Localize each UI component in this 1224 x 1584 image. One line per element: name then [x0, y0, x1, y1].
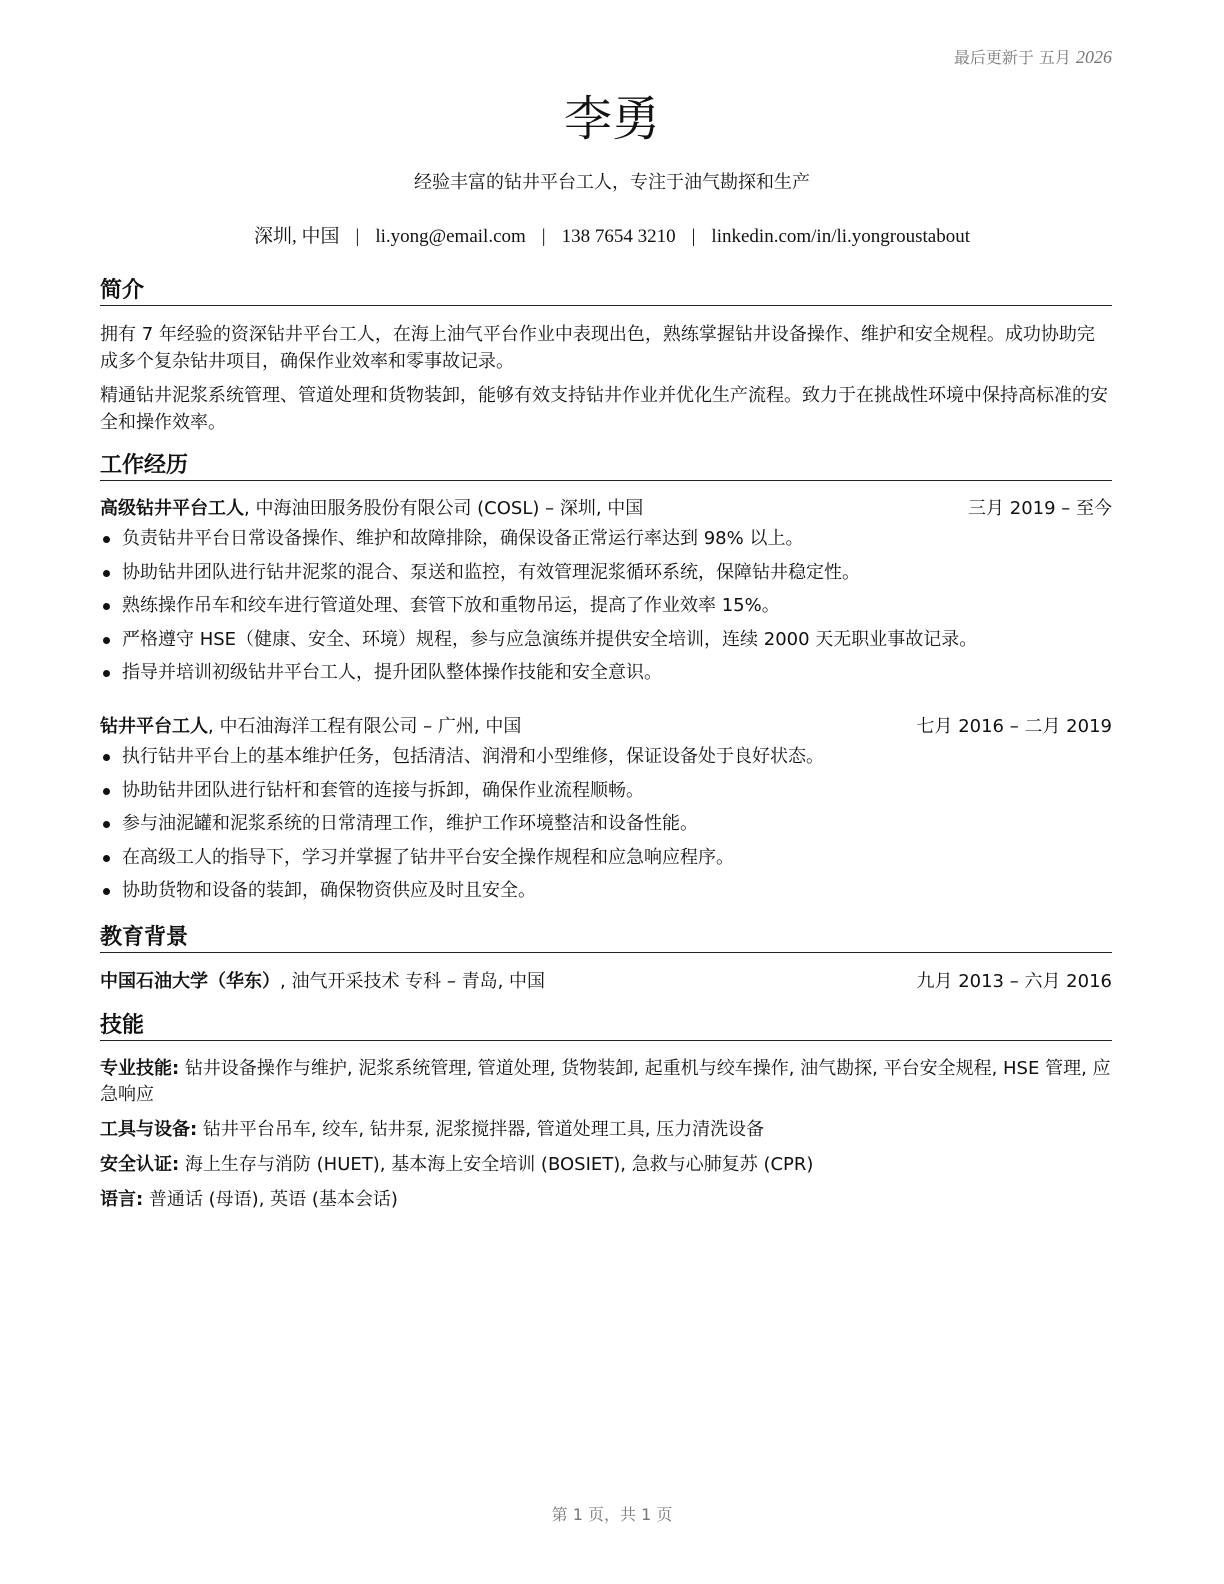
bullet-icon [103, 603, 110, 610]
job-company: , 中石油海洋工程有限公司 – 广州, 中国 [208, 716, 522, 737]
bullet-icon [103, 670, 110, 677]
bullet-text: 在高级工人的指导下，学习并掌握了钻井平台安全操作规程和应急响应程序。 [122, 846, 734, 868]
contact-separator: | [355, 226, 360, 247]
skill-label: 专业技能: [100, 1058, 180, 1079]
list-item [100, 593, 1112, 627]
job-company: , 中海油田服务股份有限公司 (COSL) – 深圳, 中国 [244, 498, 644, 519]
list-item [100, 627, 1112, 661]
section-title-summary: 简介 [100, 278, 1112, 306]
job-bullets-2 [100, 744, 1112, 912]
skill-label: 工具与设备: [100, 1119, 198, 1140]
page-number: 第 1 页，共 1 页 [551, 1505, 673, 1524]
bullet-text: 协助钻井团队进行钻杆和套管的连接与拆卸，确保作业流程顺畅。 [122, 779, 644, 801]
bullet-text: 协助货物和设备的装卸，确保物资供应及时且安全。 [122, 880, 536, 901]
tagline: 经验丰富的钻井平台工人，专注于油气勘探和生产 [414, 172, 810, 193]
bullet-text: 负责钻井平台日常设备操作、维护和故障排除，确保设备正常运行率达到 98% 以上。 [122, 528, 804, 549]
summary-paragraph-2: 精通钻井泥浆系统管理、管道处理和货物装卸，能够有效支持钻井作业并优化生产流程。致力于在挑战性环境中保持高标准的安全和操作效率。 [100, 385, 1108, 433]
contact-email[interactable]: li.yong@email.com [375, 226, 526, 247]
skill-value: 普通话 (母语), 英语 (基本会话) [143, 1189, 398, 1210]
contact-separator: | [691, 226, 696, 247]
bullet-icon [103, 637, 110, 644]
contact-separator: | [541, 226, 546, 247]
skill-line-professional [100, 1056, 1112, 1108]
section-title-education: 教育背景 [100, 925, 1112, 953]
section-title-skills: 技能 [100, 1013, 1112, 1041]
list-item [100, 845, 1112, 879]
job-header-2 [100, 714, 1112, 740]
candidate-name: 李勇 [563, 91, 660, 147]
skill-label: 语言: [100, 1189, 144, 1210]
bullet-icon [103, 888, 110, 895]
education-school: 中国石油大学（华东） [100, 971, 280, 992]
bullet-icon [103, 754, 110, 761]
bullet-text: 协助钻井团队进行钻井泥浆的混合、泵送和监控，有效管理泥浆循环系统，保障钻井稳定性。 [122, 561, 860, 583]
contact-linkedin[interactable]: linkedin.com/in/li.yongroustabout [711, 226, 971, 247]
last-updated-year: 2026 [1076, 47, 1112, 67]
bullet-text: 严格遵守 HSE（健康、安全、环境）规程，参与应急演练并提供安全培训，连续 2000 天无职业事故记录。 [122, 628, 978, 650]
job-dates: 三月 2019 – 至今 [968, 498, 1112, 519]
education-detail: , 油气开采技术 专科 – 青岛, 中国 [280, 971, 546, 992]
contact-phone: 138 7654 3210 [561, 226, 676, 247]
job-role: 高级钻井平台工人 [100, 498, 244, 519]
skill-line-certifications [100, 1152, 1112, 1178]
list-item [100, 811, 1112, 845]
list-item [100, 526, 1112, 560]
bullet-icon [103, 536, 110, 543]
bullet-text: 执行钻井平台上的基本维护任务，包括清洁、润滑和小型维修，保证设备处于良好状态。 [122, 746, 824, 767]
last-updated [954, 45, 1112, 68]
list-item [100, 744, 1112, 778]
bullet-text: 指导并培训初级钻井平台工人，提升团队整体操作技能和安全意识。 [122, 662, 662, 683]
contact-line [0, 224, 1224, 250]
education-entry [100, 969, 1112, 995]
bullet-text: 参与油泥罐和泥浆系统的日常清理工作，维护工作环境整洁和设备性能。 [122, 813, 698, 834]
job-bullets-1 [100, 526, 1112, 694]
skill-line-tools [100, 1117, 1112, 1143]
list-item [100, 560, 1112, 594]
education-dates: 九月 2013 – 六月 2016 [916, 971, 1112, 992]
contact-location: 深圳, 中国 [253, 226, 340, 247]
skill-label: 安全认证: [100, 1154, 180, 1175]
section-title-experience: 工作经历 [100, 453, 1112, 481]
summary-paragraph-1: 拥有 7 年经验的资深钻井平台工人，在海上油气平台作业中表现出色，熟练掌握钻井设备操作、维护和安全规程。成功协助完成多个复杂钻井项目，确保作业效率和零事故记录。 [100, 324, 1095, 372]
last-updated-label: 最后更新于 五月 [953, 48, 1071, 67]
bullet-icon [103, 570, 110, 577]
skill-value: 钻井平台吊车, 绞车, 钻井泵, 泥浆搅拌器, 管道处理工具, 压力清洗设备 [197, 1119, 765, 1140]
job-dates: 七月 2016 – 二月 2019 [916, 716, 1112, 737]
job-header-1 [100, 496, 1112, 522]
bullet-text: 熟练操作吊车和绞车进行管道处理、套管下放和重物吊运，提高了作业效率 15%。 [122, 595, 780, 616]
list-item [100, 778, 1112, 812]
skill-value: 海上生存与消防 (HUET), 基本海上安全培训 (BOSIET), 急救与心肺复苏 (CPR) [179, 1154, 814, 1175]
bullet-icon [103, 855, 110, 862]
skill-line-languages [100, 1187, 1112, 1213]
bullet-icon [103, 788, 110, 795]
job-role: 钻井平台工人 [100, 716, 208, 737]
skill-value: 钻井设备操作与维护, 泥浆系统管理, 管道处理, 货物装卸, 起重机与绞车操作, 油气勘探, 平台安全规程, HSE 管理, 应急响应 [100, 1058, 1111, 1105]
list-item [100, 878, 1112, 912]
list-item [100, 660, 1112, 694]
bullet-icon [103, 821, 110, 828]
